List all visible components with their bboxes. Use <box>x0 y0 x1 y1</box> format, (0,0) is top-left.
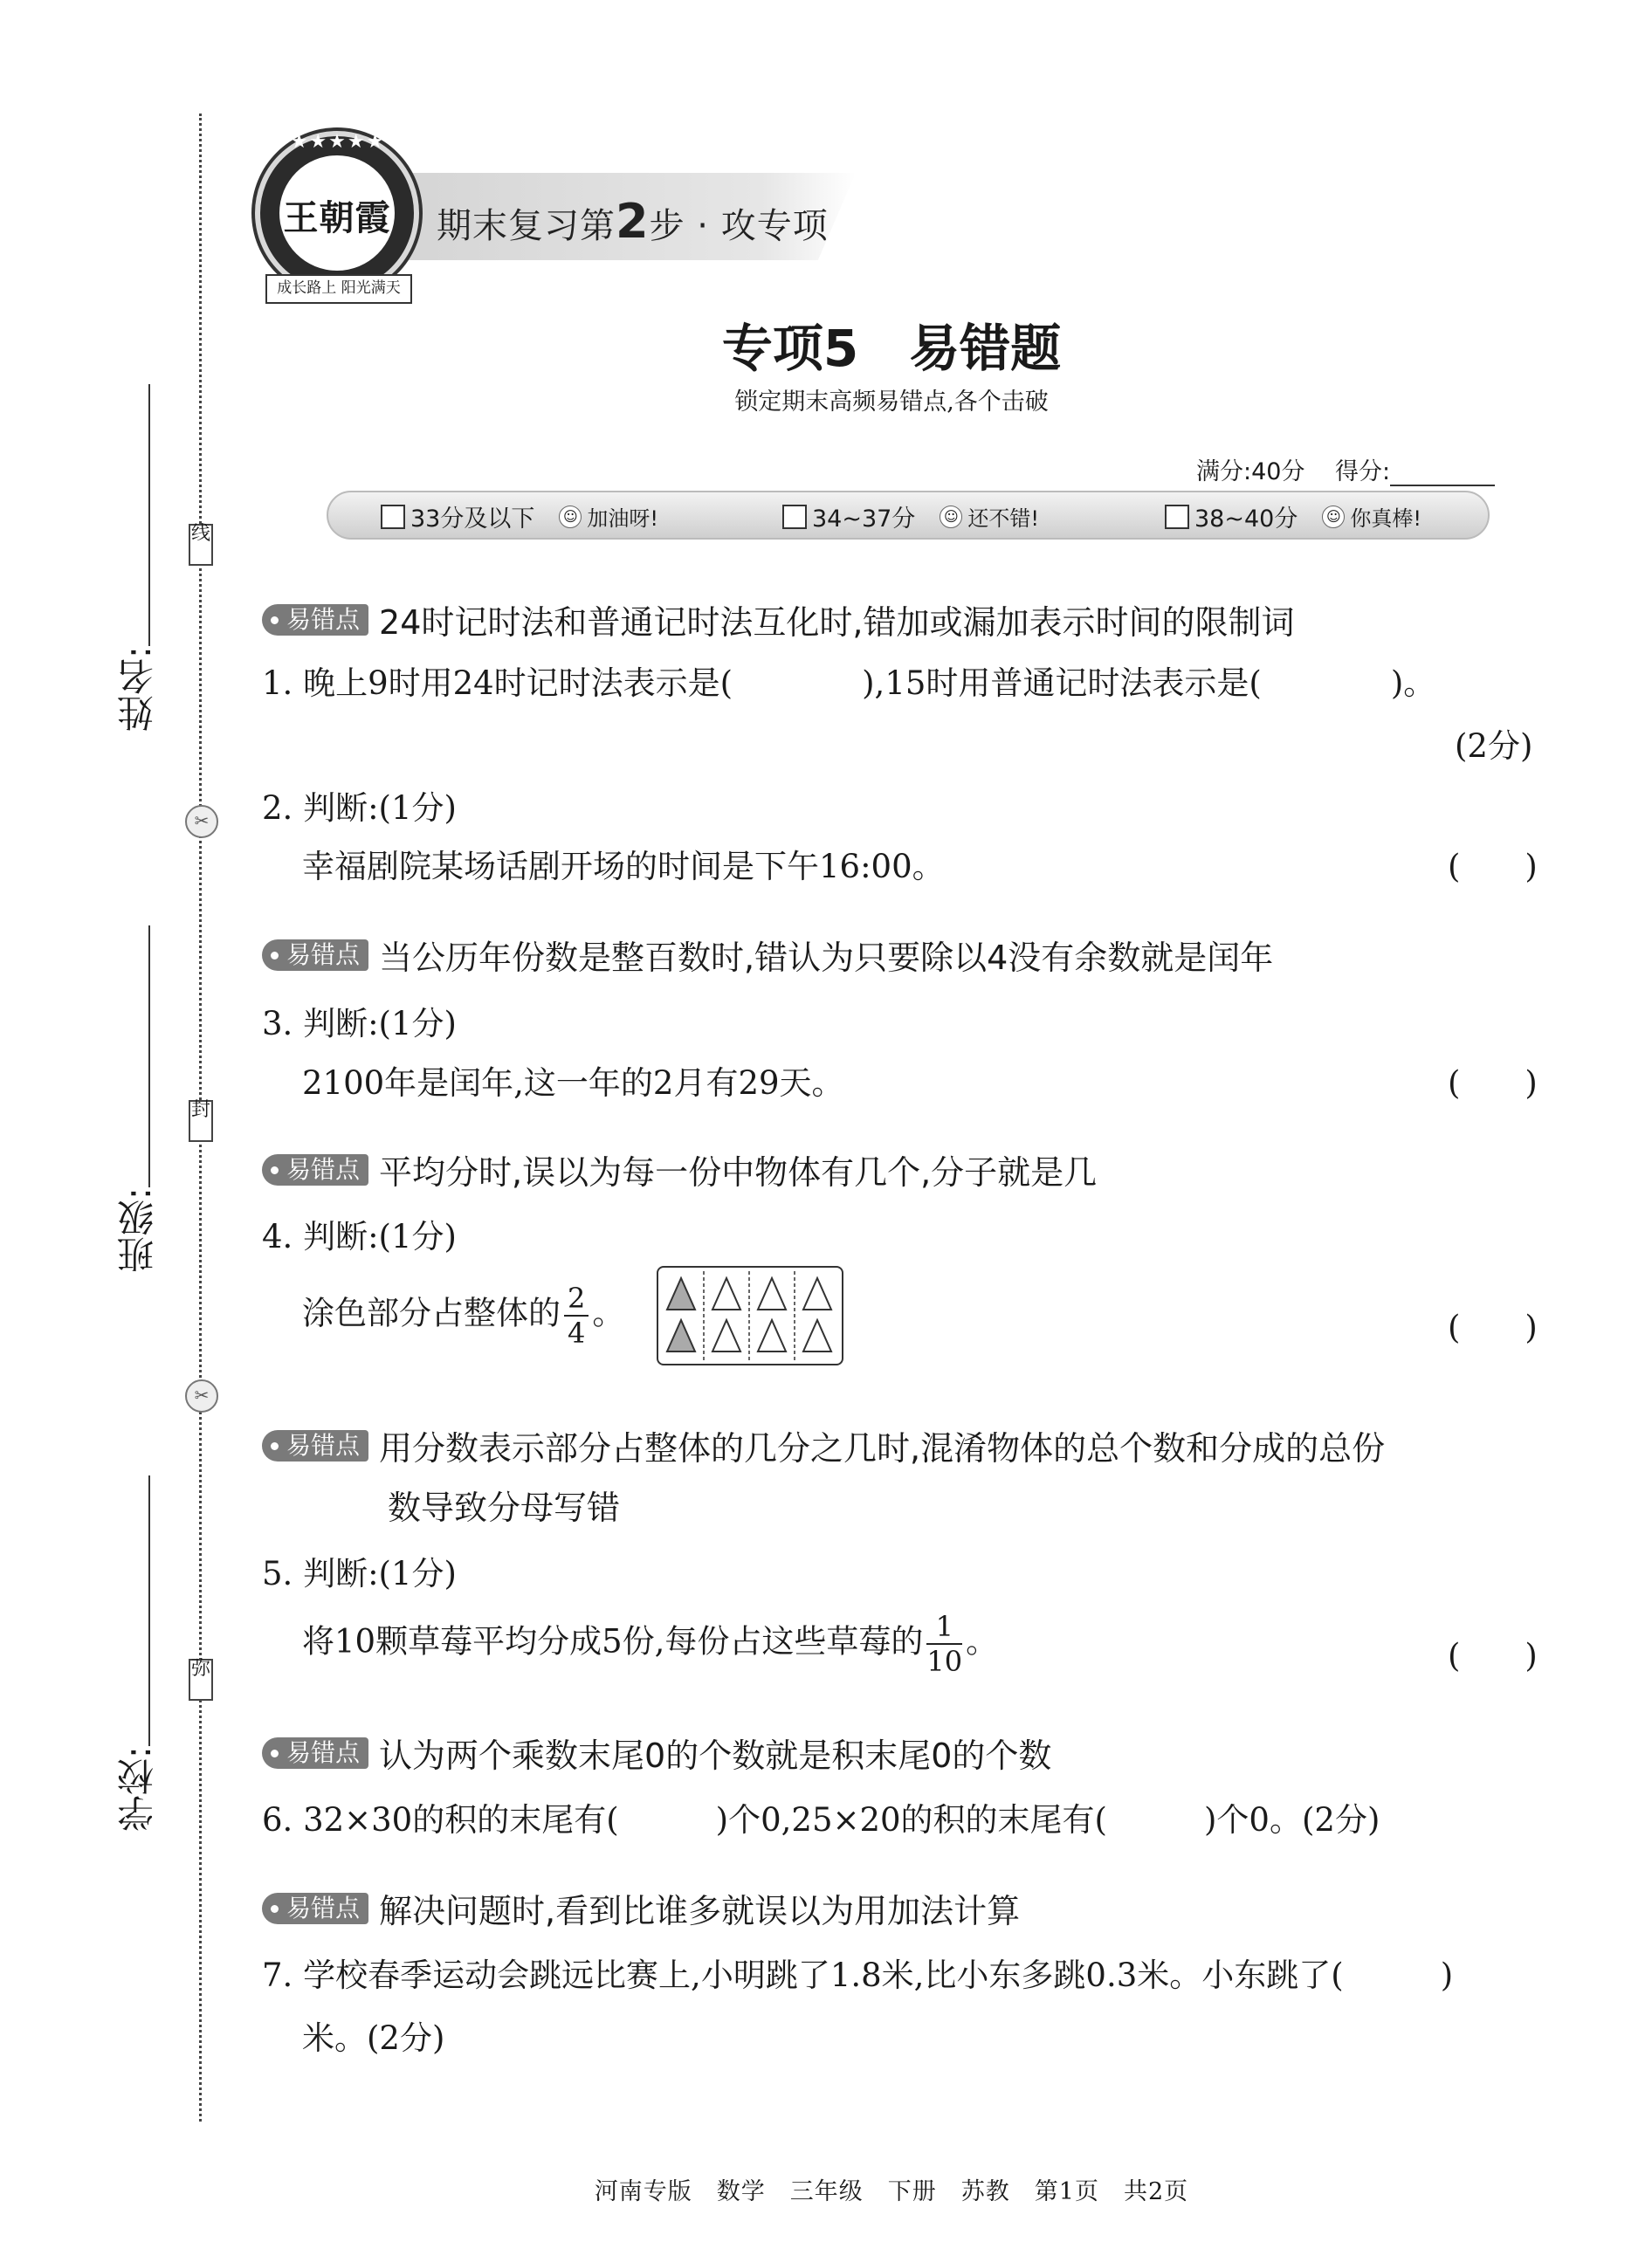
question-1: 1. 晚上9时用24时记时法表示是( ),15时用普通记时法表示是( )。 <box>262 664 1436 702</box>
score-label: 得分: <box>1335 458 1391 485</box>
full-score: 满分:40分 <box>1196 458 1305 485</box>
seal-mark-bottom: 弥 <box>189 1659 213 1701</box>
question-5: 5. 判断:(1分) <box>262 1555 457 1592</box>
stars-icon: ★★★★★ <box>290 131 386 153</box>
question-2: 2. 判断:(1分) <box>262 789 457 827</box>
question-2-text: 幸福剧院某场话剧开场的时间是下午16:00。 <box>302 848 945 885</box>
triangles-icon <box>658 1268 842 1364</box>
page-title: 专项5 易错题 <box>721 319 1062 378</box>
question-6: 6. 32×30的积的末尾有( )个0,25×20的积的末尾有( )个0。(2分) <box>262 1801 1380 1839</box>
error-tag: 易错点 <box>262 1154 368 1186</box>
checkbox[interactable] <box>782 505 807 529</box>
page-subtitle: 锁定期末高频易错点,各个击破 <box>734 389 1049 416</box>
rating-item: 33分及以下 ☺ 加油呀! <box>381 499 658 533</box>
question-7-cont: 米。(2分) <box>302 2019 445 2057</box>
school-line[interactable] <box>148 1475 150 1746</box>
error-point-4-cont: 数导致分母写错 <box>388 1489 621 1527</box>
error-point-6: 易错点 解决问题时,看到比谁多就误以为用加法计算 <box>262 1884 1020 1932</box>
error-point-3: 易错点 平均分时,误以为每一份中物体有几个,分子就是几 <box>262 1145 1097 1193</box>
error-point-2: 易错点 当公历年份数是整百数时,错认为只要除以4没有余数就是闰年 <box>262 931 1273 979</box>
question-5-text: 将10颗草莓平均分成5份,每份占这些草莓的 $\frac{1}{10}$ 。 <box>302 1610 999 1678</box>
page-footer: 河南专版 数学 三年级 下册 苏教 第1页 共2页 <box>594 2178 1189 2205</box>
name-label: 姓名: <box>116 646 159 732</box>
question-4-text: 涂色部分占整体的 $\frac{2}{4}$ 。 <box>302 1282 625 1350</box>
answer-paren-4[interactable]: ( ) <box>1448 1309 1538 1346</box>
checkbox[interactable] <box>381 505 405 529</box>
fraction: $\frac{2}{4}$ <box>564 1282 589 1350</box>
triangle-figure <box>657 1266 843 1365</box>
name-line[interactable] <box>148 384 150 646</box>
answer-paren-3[interactable]: ( ) <box>1448 1064 1538 1102</box>
error-point-1: 易错点 24时记时法和普通记时法互化时,错加或漏加表示时间的限制词 <box>262 595 1294 643</box>
fraction: $\frac{1}{10}$ <box>926 1610 963 1678</box>
scissors-icon: ✂ <box>185 1379 218 1413</box>
question-1-score: (2分) <box>1455 727 1533 765</box>
error-tag: 易错点 <box>262 604 368 636</box>
banner-text: 期末复习第2步 · 攻专项 <box>437 194 829 249</box>
answer-paren-5[interactable]: ( ) <box>1448 1637 1538 1675</box>
error-point-5: 易错点 认为两个乘数末尾0的个数就是积末尾0的个数 <box>262 1729 1051 1777</box>
seal-mark-middle: 封 <box>189 1100 213 1142</box>
error-point-4: 易错点 用分数表示部分占整体的几分之几时,混淆物体的总个数和分成的总份 <box>262 1421 1385 1469</box>
question-7: 7. 学校春季运动会跳远比赛上,小明跳了1.8米,比小东多跳0.3米。小东跳了( ) <box>262 1957 1454 1994</box>
smiley-icon: ☺ <box>940 506 962 528</box>
score-field[interactable] <box>1390 462 1495 486</box>
question-4: 4. 判断:(1分) <box>262 1218 457 1255</box>
class-line[interactable] <box>148 925 150 1187</box>
error-tag: 易错点 <box>262 939 368 971</box>
score-area <box>1196 452 1495 486</box>
seal-mark-top: 线 <box>189 524 213 566</box>
class-label: 班级: <box>116 1187 159 1274</box>
error-tag: 易错点 <box>262 1430 368 1462</box>
checkbox[interactable] <box>1165 505 1189 529</box>
rating-bar <box>327 491 1490 540</box>
logo-text: 王朝霞 <box>283 197 391 238</box>
rating-item: 34~37分 ☺ 还不错! <box>782 499 1039 533</box>
brand-logo <box>255 131 419 295</box>
question-3: 3. 判断:(1分) <box>262 1005 457 1042</box>
smiley-icon: ☺ <box>1322 506 1345 528</box>
smiley-icon: ☺ <box>559 506 582 528</box>
rating-item: 38~40分 ☺ 你真棒! <box>1165 499 1421 533</box>
error-tag: 易错点 <box>262 1737 368 1769</box>
error-tag: 易错点 <box>262 1893 368 1924</box>
answer-paren-2[interactable]: ( ) <box>1448 848 1538 885</box>
question-3-text: 2100年是闰年,这一年的2月有29天。 <box>302 1064 844 1102</box>
logo-ribbon: 成长路上 阳光满天 <box>265 274 412 304</box>
school-label: 学校: <box>116 1746 159 1833</box>
scissors-icon: ✂ <box>185 805 218 838</box>
